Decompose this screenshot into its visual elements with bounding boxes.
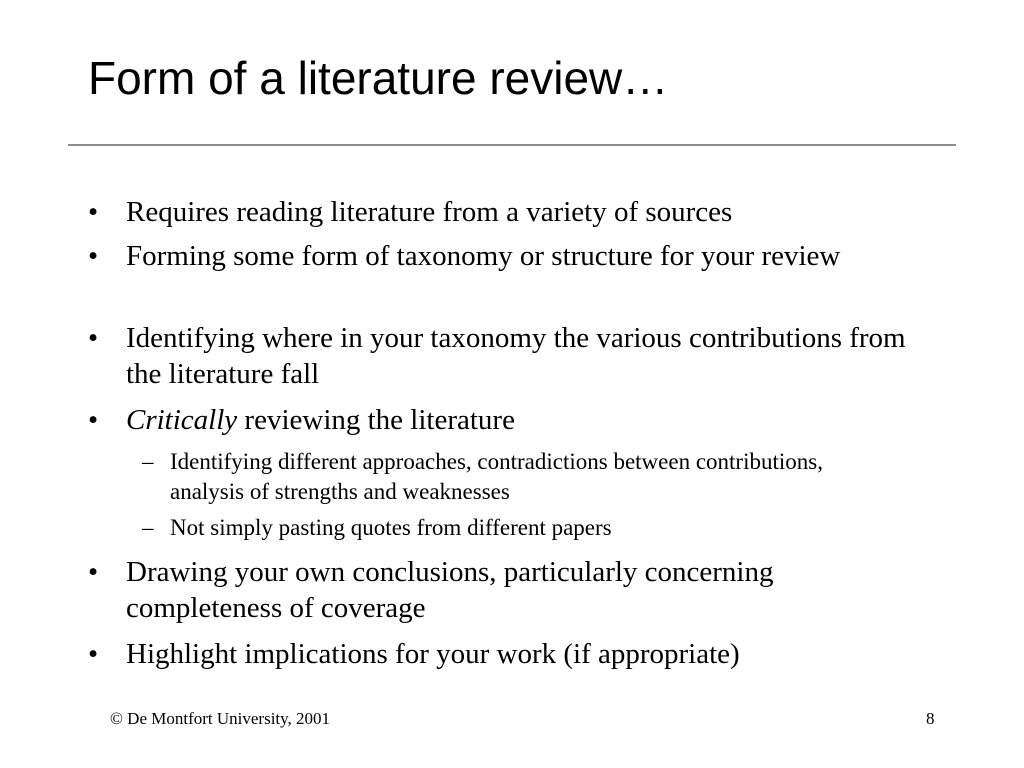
bullet-text: Drawing your own conclusions, particularly concerning completeness of coverage <box>126 556 774 624</box>
bullet-text: Forming some form of taxonomy or structure for your review <box>126 240 841 272</box>
title-divider <box>68 144 956 146</box>
slide-title: Form of a literature review… <box>88 52 669 104</box>
bullet-emphasis: Critically <box>126 404 238 436</box>
page-number: 8 <box>926 709 935 728</box>
bullet-marker: • <box>88 196 99 228</box>
sub-bullet-item <box>142 447 870 507</box>
bullet-marker: • <box>88 556 99 588</box>
footer-copyright: © De Montfort University, 2001 <box>110 709 331 728</box>
bullet-item <box>88 320 906 392</box>
bullet-marker: • <box>88 322 99 354</box>
sub-bullet-item <box>142 513 870 543</box>
bullet-item <box>88 238 906 274</box>
bullet-text: Requires reading literature from a variety of sources <box>126 196 733 228</box>
bullet-text: reviewing the literature <box>237 404 515 436</box>
dash-marker: – <box>142 515 154 540</box>
sub-bullet-text: Identifying different approaches, contradictions between contributions, analysis of strengths and weaknesses <box>170 449 823 504</box>
bullet-marker: • <box>88 240 99 272</box>
bullet-item <box>88 636 906 672</box>
bullet-marker: • <box>88 638 99 670</box>
sub-bullet-text: Not simply pasting quotes from different papers <box>170 515 612 540</box>
bullet-item <box>88 194 906 230</box>
bullet-marker: • <box>88 404 99 436</box>
bullet-item <box>88 402 906 438</box>
dash-marker: – <box>142 449 154 474</box>
bullet-text: Highlight implications for your work (if appropriate) <box>126 638 740 670</box>
bullet-text: Identifying where in your taxonomy the various contributions from the literature fall <box>126 322 906 390</box>
bullet-item <box>88 554 906 626</box>
